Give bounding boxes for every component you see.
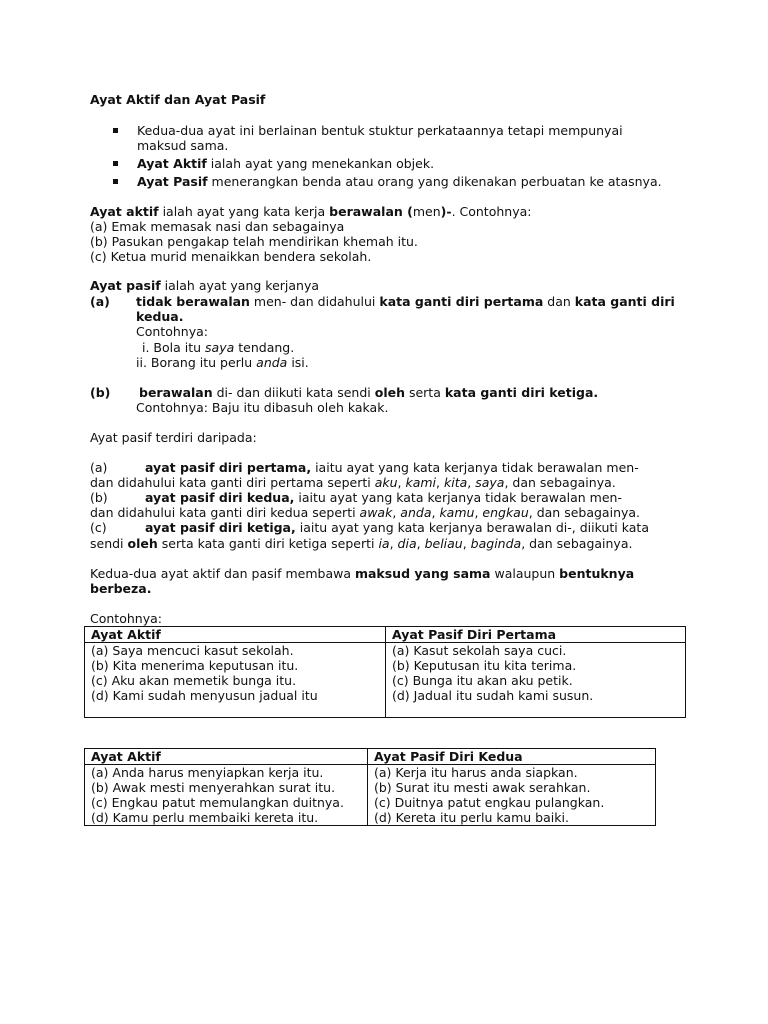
kedua-statement-cont: berbeza. [90, 581, 152, 596]
table-cell-pasif [368, 765, 656, 826]
pasif-definition: Ayat pasif ialah ayat yang kerjanya [90, 278, 320, 293]
pasif-b-contoh: Contohnya: Baju itu dibasuh oleh kakak. [136, 400, 389, 415]
table-row: (d) Kereta itu perlu kamu baiki. [374, 810, 569, 825]
terdiri-intro: Ayat pasif terdiri daripada: [90, 430, 257, 445]
terdiri-b-line2: dan didahului kata ganti diri kedua seperti awak, anda, kamu, engkau, dan sebagainya. [90, 505, 641, 520]
terdiri-a-label: (a) [90, 460, 108, 475]
table-row: (d) Jadual itu sudah kami susun. [392, 688, 594, 703]
table-row: (d) Kami sudah menyusun jadual itu [91, 688, 318, 703]
bullet-list [111, 123, 662, 192]
terdiri-c-label: (c) [90, 520, 107, 535]
terdiri-b-line1: ayat pasif diri kedua, iaitu ayat yang kata kerjanya tidak berawalan men- [145, 490, 622, 505]
pasif-example-ii: ii. Borang itu perlu anda isi. [136, 355, 309, 370]
terdiri-c-line2: sendi oleh serta kata ganti diri ketiga seperti ia, dia, beliau, baginda, dan sebagainya. [90, 536, 633, 551]
aktif-example: (a) Emak memasak nasi dan sebagainya [90, 219, 345, 234]
kedua-statement: Kedua-dua ayat aktif dan pasif membawa maksud yang sama walaupun bentuknya [90, 566, 635, 581]
table-row: (d) Kamu perlu membaiki kereta itu. [91, 810, 319, 825]
aktif-definition: Ayat aktif ialah ayat yang kata kerja berawalan (men)-. Contohnya: [90, 204, 532, 219]
terdiri-a-line2: dan didahului kata ganti diri pertama seperti aku, kami, kita, saya, dan sebagainya. [90, 475, 616, 490]
table-pasif-diri-pertama [84, 626, 686, 718]
terdiri-b-label: (b) [90, 490, 108, 505]
table-pasif-diri-kedua [84, 748, 656, 826]
table-cell-aktif [85, 765, 368, 826]
table-header: Ayat Aktif [85, 749, 368, 765]
table-cell-pasif [386, 643, 686, 718]
pasif-b-text: berawalan di- dan diikuti kata sendi oleh serta kata ganti diri ketiga. [139, 385, 599, 400]
table-row: (a) Anda harus menyiapkan kerja itu. [91, 765, 324, 780]
aktif-example: (c) Ketua murid menaikkan bendera sekolah. [90, 249, 372, 264]
pasif-example-i: i. Bola itu saya tendang. [142, 340, 295, 355]
table-row: (c) Duitnya patut engkau pulangkan. [374, 795, 605, 810]
terdiri-c-line1: ayat pasif diri ketiga, iaitu ayat yang kata kerjanya berawalan di-, diikuti kata [145, 520, 649, 535]
table-row: (a) Saya mencuci kasut sekolah. [91, 643, 294, 658]
bullet-item: Ayat Aktif ialah ayat yang menekankan objek. [111, 156, 662, 171]
table-row: (a) Kasut sekolah saya cuci. [392, 643, 567, 658]
contohnya-label: Contohnya: [90, 611, 162, 626]
pasif-b-label: (b) [90, 385, 111, 400]
terdiri-a-line1: ayat pasif diri pertama, iaitu ayat yang kata kerjanya tidak berawalan men- [145, 460, 639, 475]
pasif-a-text-cont: kedua. [136, 309, 184, 324]
table-row: (c) Engkau patut memulangkan duitnya. [91, 795, 344, 810]
table-cell-aktif [85, 643, 386, 718]
document-title: Ayat Aktif dan Ayat Pasif [90, 92, 266, 107]
bullet-item: Kedua-dua ayat ini berlainan bentuk stuktur perkataannya tetapi mempunyai maksud sama. [111, 123, 662, 153]
pasif-contoh: Contohnya: [136, 324, 208, 339]
pasif-a-label: (a) [90, 294, 110, 309]
table-row: (b) Kita menerima keputusan itu. [91, 658, 299, 673]
aktif-example: (b) Pasukan pengakap telah mendirikan khemah itu. [90, 234, 418, 249]
pasif-a-text: tidak berawalan men- dan didahului kata ganti diri pertama dan kata ganti diri [136, 294, 675, 309]
table-row: (a) Kerja itu harus anda siapkan. [374, 765, 578, 780]
table-row: (c) Bunga itu akan aku petik. [392, 673, 573, 688]
table-header: Ayat Pasif Diri Pertama [386, 627, 686, 643]
table-row: (c) Aku akan memetik bunga itu. [91, 673, 297, 688]
table-row: (b) Keputusan itu kita terima. [392, 658, 577, 673]
bullet-item: Ayat Pasif menerangkan benda atau orang yang dikenakan perbuatan ke atasnya. [111, 174, 662, 189]
table-header: Ayat Pasif Diri Kedua [368, 749, 656, 765]
table-header: Ayat Aktif [85, 627, 386, 643]
table-row: (b) Awak mesti menyerahkan surat itu. [91, 780, 336, 795]
table-row: (b) Surat itu mesti awak serahkan. [374, 780, 591, 795]
